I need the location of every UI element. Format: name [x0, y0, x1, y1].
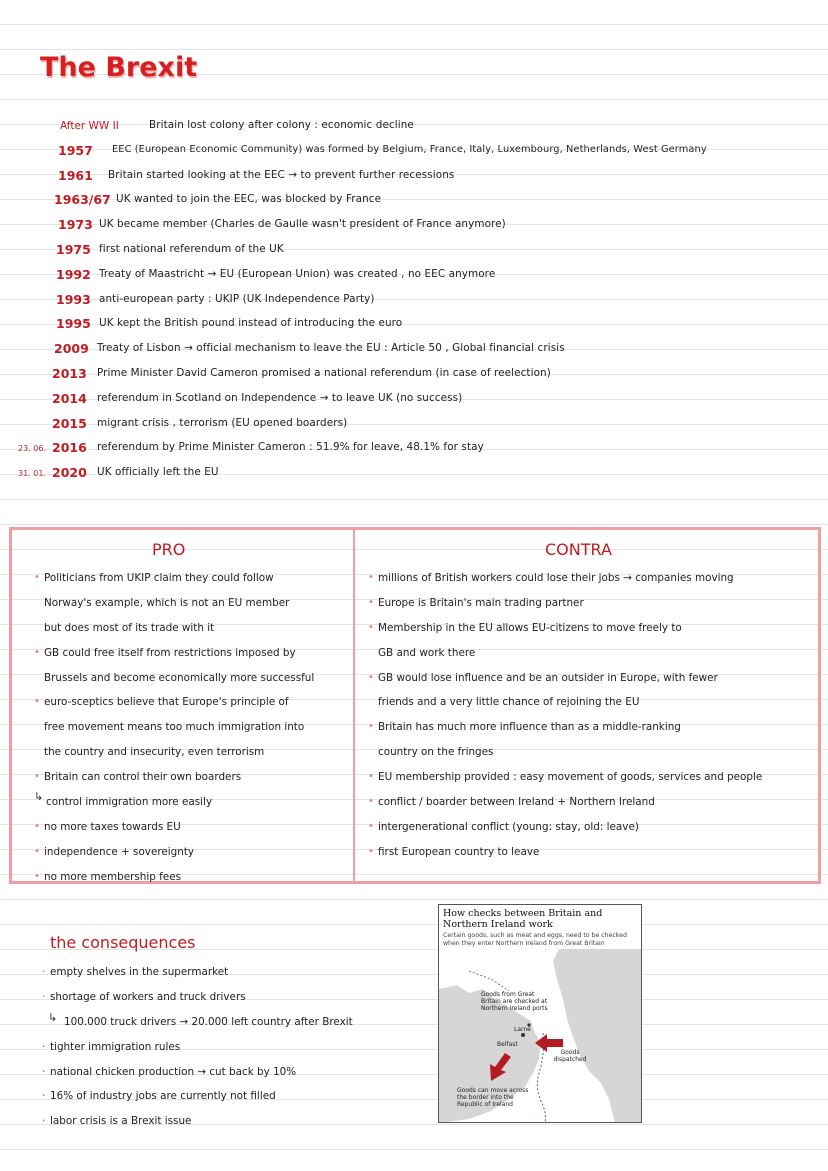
timeline-year: 1957 — [58, 142, 93, 158]
timeline-text: referendum by Prime Minister Cameron : 51.9% for leave, 48.1% for stay — [97, 441, 484, 454]
label-border: Goods can move across the border into the Republic of Ireland — [457, 1087, 529, 1108]
timeline-year: 2020 — [52, 465, 87, 481]
timeline-date: 23. 06. — [18, 444, 46, 454]
timeline-text: Prime Minister David Cameron promised a national referendum (in case of reelection) — [97, 366, 551, 379]
timeline-row — [0, 116, 828, 141]
contra-item: • Membership in the EU allows EU-citizens to move freely to — [366, 616, 762, 641]
timeline-row — [0, 290, 828, 315]
timeline-row — [0, 389, 828, 414]
timeline-text: migrant crisis , terrorism (EU opened boarders) — [97, 416, 348, 429]
pro-item: • Politicians from UKIP claim they could follow — [32, 566, 314, 591]
timeline-text: UK officially left the EU — [97, 466, 219, 479]
figure-title: How checks between Britain and Northern Ireland work — [443, 908, 603, 930]
consequence-item: · 16% of industry jobs are currently not filled — [44, 1084, 353, 1109]
contra-item: • Europe is Britain's main trading partner — [366, 591, 762, 616]
timeline — [0, 116, 828, 488]
timeline-text: Britain lost colony after colony : economic decline — [149, 119, 414, 131]
timeline-row — [0, 463, 828, 488]
timeline-row — [0, 215, 828, 240]
contra-item: • intergenerational conflict (young: stay, old: leave) — [366, 815, 762, 840]
contra-list — [366, 566, 762, 865]
timeline-row — [0, 141, 828, 166]
timeline-year: 1975 — [56, 241, 91, 257]
contra-heading: CONTRA — [545, 540, 612, 559]
timeline-row — [0, 438, 828, 463]
timeline-year: 2009 — [54, 341, 89, 357]
contra-item: GB and work there — [378, 646, 476, 659]
timeline-year: 2013 — [52, 365, 87, 381]
page-title: The Brexit — [40, 52, 198, 83]
timeline-year: After WW II — [60, 120, 119, 132]
consequence-item: · labor crisis is a Brexit issue — [44, 1109, 353, 1134]
timeline-year: 2015 — [52, 415, 87, 431]
timeline-text: first national referendum of the UK — [99, 242, 284, 255]
timeline-year: 1992 — [56, 266, 91, 282]
contra-item: • first European country to leave — [366, 840, 762, 865]
contra-item: • millions of British workers could lose their jobs → companies moving — [366, 566, 762, 591]
contra-item: • EU membership provided : easy movement of goods, services and people — [366, 765, 762, 790]
pro-item: • euro-sceptics believe that Europe's principle of — [32, 690, 314, 715]
contra-item: • Britain has much more influence than as a middle-ranking — [366, 715, 762, 740]
label-belfast: Belfast — [497, 1041, 518, 1048]
timeline-year: 2016 — [52, 440, 87, 456]
timeline-row — [0, 364, 828, 389]
timeline-text: UK became member (Charles de Gaulle wasn't president of France anymore) — [99, 218, 506, 231]
timeline-year: 2014 — [52, 390, 87, 406]
timeline-row — [0, 339, 828, 364]
timeline-text: EEC (European Economic Community) was formed by Belgium, France, Italy, Luxembourg, Netherlands, West Germany — [112, 143, 707, 155]
timeline-row — [0, 265, 828, 290]
pro-contra-box — [9, 527, 821, 884]
timeline-year: 1995 — [56, 316, 91, 332]
pro-item: • no more membership fees — [32, 865, 314, 890]
contra-item: friends and a very little chance of rejoining the EU — [378, 696, 640, 709]
pro-item: ↳ control immigration more easily — [32, 790, 314, 815]
timeline-year: 1993 — [56, 291, 91, 307]
consequence-item: · shortage of workers and truck drivers — [44, 985, 353, 1010]
timeline-row — [0, 414, 828, 439]
timeline-year: 1973 — [58, 217, 93, 233]
figure-subtitle: Certain goods, such as meat and eggs, need to be checked when they enter Northern Ireland from Great Britain — [443, 932, 627, 947]
belfast-dot — [521, 1033, 525, 1037]
pro-item: free movement means too much immigration into — [44, 721, 305, 734]
timeline-text: UK wanted to join the EEC, was blocked by France — [116, 193, 382, 206]
pro-item: but does most of its trade with it — [44, 621, 215, 634]
timeline-date: 31. 01. — [18, 469, 46, 479]
timeline-year: 1961 — [58, 167, 93, 183]
timeline-row — [0, 240, 828, 265]
consequence-item: · tighter immigration rules — [44, 1035, 353, 1060]
pro-item: • independence + sovereignty — [32, 840, 314, 865]
pro-item: • GB could free itself from restrictions imposed by — [32, 641, 314, 666]
pro-item: the country and insecurity, even terrorism — [44, 746, 265, 759]
pro-item: Norway's example, which is not an EU member — [44, 596, 290, 609]
label-dispatched: Goods dispatched — [553, 1049, 587, 1063]
timeline-row — [0, 166, 828, 191]
timeline-row — [0, 314, 828, 339]
timeline-text: Britain started looking at the EEC → to prevent further recessions — [108, 168, 455, 181]
pro-item: • no more taxes towards EU — [32, 815, 314, 840]
contra-item: • GB would lose influence and be an outsider in Europe, with fewer — [366, 666, 762, 691]
timeline-year: 1963/67 — [54, 192, 111, 208]
map-figure — [438, 904, 642, 1123]
timeline-row — [0, 190, 828, 215]
label-checked: Goods from Great Britain are checked at Northern Ireland ports — [481, 991, 548, 1012]
timeline-text: anti-european party : UKIP (UK Independence Party) — [99, 292, 375, 305]
timeline-text: Treaty of Lisbon → official mechanism to leave the EU : Article 50 , Global financial crisis — [97, 342, 565, 355]
pro-item: • Britain can control their own boarders — [32, 765, 314, 790]
timeline-text: UK kept the British pound instead of introducing the euro — [99, 317, 403, 330]
contra-item: country on the fringes — [378, 746, 494, 759]
column-divider — [353, 530, 355, 881]
pro-heading: PRO — [152, 540, 186, 559]
consequence-item: · national chicken production → cut back by 10% — [44, 1060, 353, 1085]
pro-item: Brussels and become economically more successful — [44, 671, 315, 684]
pro-list — [32, 566, 314, 890]
consequence-item: · empty shelves in the supermarket — [44, 960, 353, 985]
consequence-item: ↳ 100.000 truck drivers → 20.000 left country after Brexit — [44, 1010, 353, 1035]
map-area — [439, 949, 641, 1123]
timeline-text: Treaty of Maastricht → EU (European Union) was created , no EEC anymore — [99, 267, 496, 280]
contra-item: • conflict / boarder between Ireland + Northern Ireland — [366, 790, 762, 815]
consequences-heading: the consequences — [50, 933, 196, 952]
timeline-text: referendum in Scotland on Independence → to leave UK (no success) — [97, 391, 463, 404]
consequences-list — [44, 960, 353, 1134]
label-larne: Larne — [514, 1026, 531, 1033]
